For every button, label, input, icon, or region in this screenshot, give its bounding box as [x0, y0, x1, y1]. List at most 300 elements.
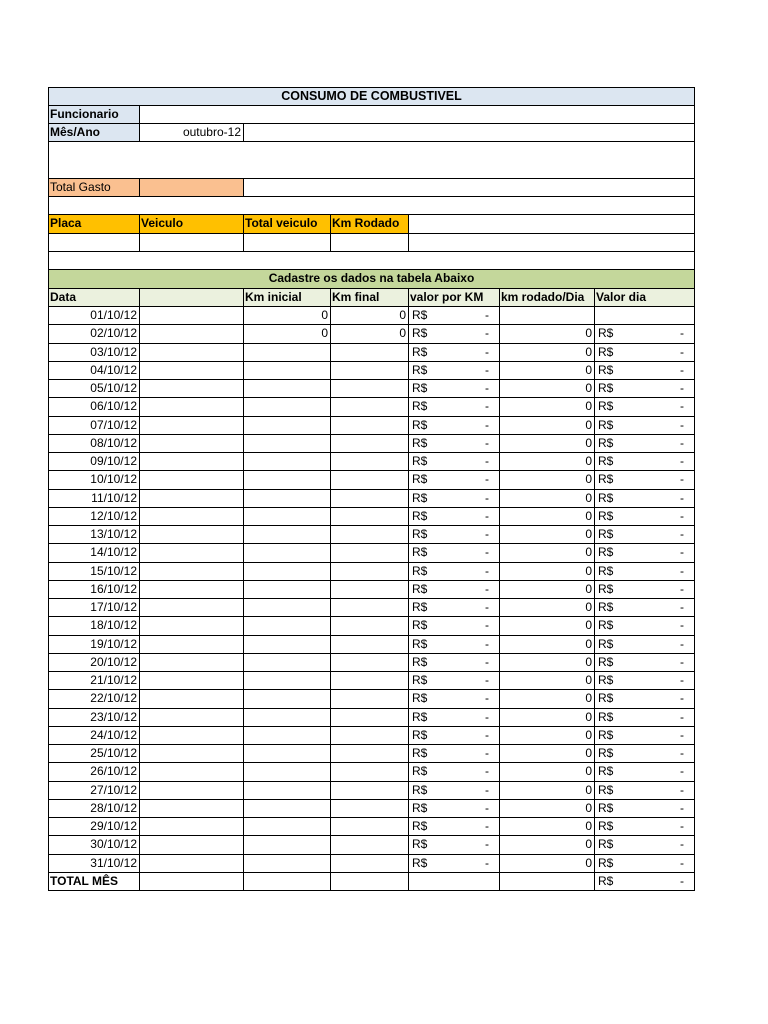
- valor-dia-cell[interactable]: [594, 617, 694, 634]
- km-dia-cell[interactable]: 0: [499, 526, 594, 543]
- blank-cell[interactable]: [139, 471, 243, 488]
- km-final-cell[interactable]: [330, 818, 408, 835]
- currency-dash: -: [680, 381, 684, 395]
- valor-km-cell[interactable]: [408, 544, 499, 561]
- total-month-row: [48, 873, 695, 891]
- blank-cell[interactable]: [139, 398, 243, 415]
- km-dia-cell[interactable]: 0: [499, 855, 594, 872]
- km-final-cell[interactable]: [330, 782, 408, 799]
- total-spent-empty-cell[interactable]: [243, 179, 694, 196]
- currency-dash: -: [680, 417, 684, 432]
- currency-dash: -: [485, 837, 489, 852]
- currency-dash: -: [680, 435, 684, 450]
- km-inicial-cell[interactable]: [243, 636, 330, 653]
- valor-km-cell[interactable]: [408, 745, 499, 762]
- valor-dia-cell[interactable]: [594, 435, 694, 452]
- date-cell[interactable]: 16/10/12: [90, 581, 137, 596]
- valor-km-cell[interactable]: [408, 398, 499, 415]
- valor-dia-cell[interactable]: [594, 362, 694, 379]
- currency-symbol: R$: [598, 508, 614, 523]
- km-inicial-cell[interactable]: [243, 417, 330, 434]
- km-dia-cell[interactable]: 0: [499, 745, 594, 762]
- currency-dash: -: [680, 545, 684, 560]
- valor-dia-cell[interactable]: [594, 508, 694, 525]
- km-inicial-cell[interactable]: [243, 490, 330, 507]
- date-cell[interactable]: 31/10/12: [90, 855, 137, 870]
- valor-dia-cell[interactable]: [594, 599, 694, 616]
- date-cell[interactable]: 07/10/12: [90, 417, 137, 432]
- currency-dash: -: [485, 691, 489, 706]
- currency-symbol: R$: [598, 819, 614, 833]
- currency-dash: -: [485, 508, 489, 523]
- valor-dia-cell[interactable]: [594, 763, 694, 780]
- km-dia-cell[interactable]: 0: [499, 672, 594, 689]
- valor-km-cell[interactable]: [408, 362, 499, 379]
- valor-dia-cell[interactable]: [594, 727, 694, 744]
- km-final-cell[interactable]: [330, 435, 408, 452]
- valor-km-cell[interactable]: [408, 636, 499, 653]
- km-final-cell[interactable]: [330, 398, 408, 415]
- valor-km-cell[interactable]: [408, 526, 499, 543]
- valor-dia-cell[interactable]: [594, 398, 694, 415]
- date-cell[interactable]: 04/10/12: [90, 362, 137, 377]
- currency-symbol: R$: [412, 800, 428, 815]
- km-dia-cell[interactable]: 0: [499, 544, 594, 561]
- km-inicial-cell[interactable]: [243, 855, 330, 872]
- valor-dia-cell[interactable]: [594, 690, 694, 707]
- blank-cell[interactable]: [139, 563, 243, 580]
- currency-dash: -: [680, 654, 684, 669]
- currency-symbol: R$: [412, 563, 428, 578]
- km-inicial-cell[interactable]: [243, 599, 330, 616]
- vehicle-empty-cell: [408, 234, 694, 251]
- blank-cell[interactable]: [139, 599, 243, 616]
- currency-dash: -: [680, 362, 684, 377]
- km-final-cell[interactable]: [330, 855, 408, 872]
- blank-cell[interactable]: [139, 636, 243, 653]
- km-dia-cell[interactable]: 0: [499, 763, 594, 780]
- km-final-cell[interactable]: [330, 581, 408, 598]
- valor-dia-cell[interactable]: [594, 307, 694, 324]
- currency-symbol: R$: [598, 326, 614, 341]
- blank-cell[interactable]: [139, 727, 243, 744]
- date-cell[interactable]: 17/10/12: [90, 600, 137, 614]
- valor-dia-cell[interactable]: [594, 745, 694, 762]
- valor-dia-cell[interactable]: [594, 490, 694, 507]
- km-final-cell[interactable]: 0: [330, 307, 408, 324]
- km-final-cell[interactable]: [330, 344, 408, 361]
- table-row: [48, 727, 695, 745]
- valor-km-cell[interactable]: [408, 344, 499, 361]
- km-dia-cell[interactable]: 0: [499, 690, 594, 707]
- currency-symbol: R$: [412, 600, 428, 614]
- date-cell[interactable]: 20/10/12: [90, 654, 137, 669]
- km-final-cell[interactable]: [330, 380, 408, 397]
- employee-cell[interactable]: [139, 106, 694, 123]
- km-inicial-cell[interactable]: [243, 745, 330, 762]
- date-cell[interactable]: 13/10/12: [90, 527, 137, 541]
- valor-km-cell[interactable]: [408, 672, 499, 689]
- valor-km-cell[interactable]: [408, 654, 499, 671]
- valor-dia-cell[interactable]: [594, 344, 694, 361]
- km-final-cell[interactable]: [330, 362, 408, 379]
- date-cell[interactable]: 01/10/12: [90, 308, 137, 322]
- valor-dia-cell[interactable]: [594, 563, 694, 580]
- total-spent-cell[interactable]: [139, 179, 243, 196]
- valor-km-cell[interactable]: [408, 818, 499, 835]
- date-cell[interactable]: 23/10/12: [90, 709, 137, 724]
- blank-cell[interactable]: [139, 544, 243, 561]
- km-final-cell[interactable]: [330, 453, 408, 470]
- title-row: [48, 87, 695, 106]
- km-final-cell[interactable]: [330, 417, 408, 434]
- km-dia-cell[interactable]: 0: [499, 417, 594, 434]
- blank-cell[interactable]: [139, 380, 243, 397]
- currency-dash: -: [485, 417, 489, 432]
- valor-km-cell[interactable]: [408, 307, 499, 324]
- km-inicial-cell[interactable]: [243, 526, 330, 543]
- km-final-cell[interactable]: [330, 654, 408, 671]
- km-dia-cell[interactable]: 0: [499, 563, 594, 580]
- date-cell[interactable]: 14/10/12: [90, 545, 137, 560]
- km-final-cell[interactable]: [330, 490, 408, 507]
- currency-symbol: R$: [412, 454, 428, 468]
- blank-cell[interactable]: [139, 490, 243, 507]
- valor-km-cell[interactable]: [408, 709, 499, 726]
- table-row: [48, 617, 695, 635]
- km-inicial-cell[interactable]: [243, 398, 330, 415]
- km-inicial-cell[interactable]: [243, 727, 330, 744]
- date-cell[interactable]: 08/10/12: [90, 435, 137, 450]
- currency-dash: -: [680, 600, 684, 614]
- valor-dia-cell[interactable]: [594, 453, 694, 470]
- km-dia-cell[interactable]: 0: [499, 325, 594, 342]
- currency-symbol: R$: [412, 435, 428, 450]
- valor-dia-cell[interactable]: [594, 818, 694, 835]
- km-final-cell[interactable]: [330, 727, 408, 744]
- table-row: [48, 709, 695, 727]
- km-dia-cell[interactable]: 0: [499, 398, 594, 415]
- km-final-cell[interactable]: [330, 599, 408, 616]
- blank-cell[interactable]: [139, 855, 243, 872]
- currency-dash: -: [680, 691, 684, 706]
- valor-dia-cell[interactable]: [594, 836, 694, 853]
- blank-cell[interactable]: [139, 672, 243, 689]
- km-dia-cell[interactable]: 0: [499, 599, 594, 616]
- table-row: [48, 435, 695, 453]
- valor-km-cell[interactable]: [408, 471, 499, 488]
- km-final-cell[interactable]: [330, 836, 408, 853]
- valor-dia-cell[interactable]: [594, 855, 694, 872]
- vehicle-veiculo-cell[interactable]: [139, 234, 243, 251]
- currency-symbol: R$: [598, 873, 614, 888]
- blank-cell[interactable]: [139, 836, 243, 853]
- blank-cell[interactable]: [139, 745, 243, 762]
- currency-dash: -: [680, 837, 684, 852]
- valor-dia-cell[interactable]: [594, 471, 694, 488]
- date-cell[interactable]: 25/10/12: [90, 746, 137, 760]
- valor-dia-cell[interactable]: [594, 544, 694, 561]
- blank-cell[interactable]: [139, 709, 243, 726]
- km-final-cell[interactable]: [330, 745, 408, 762]
- valor-km-cell[interactable]: [408, 453, 499, 470]
- valor-km-cell[interactable]: [408, 617, 499, 634]
- km-dia-cell[interactable]: 0: [499, 380, 594, 397]
- table-row: [48, 490, 695, 508]
- currency-symbol: R$: [598, 417, 614, 432]
- blank-cell[interactable]: [139, 453, 243, 470]
- km-inicial-cell[interactable]: [243, 508, 330, 525]
- km-final-cell[interactable]: [330, 709, 408, 726]
- spreadsheet: [48, 87, 695, 891]
- km-inicial-cell[interactable]: [243, 362, 330, 379]
- date-cell[interactable]: 10/10/12: [90, 472, 137, 487]
- register-banner: Cadastre os dados na tabela Abaixo: [49, 270, 694, 288]
- currency-symbol: R$: [598, 654, 614, 669]
- total-month-valor: [594, 873, 694, 890]
- valor-km-cell[interactable]: [408, 800, 499, 817]
- month-cell[interactable]: outubro-12: [139, 124, 243, 141]
- km-final-cell[interactable]: [330, 800, 408, 817]
- km-final-cell[interactable]: [330, 690, 408, 707]
- valor-dia-cell[interactable]: [594, 709, 694, 726]
- valor-dia-cell[interactable]: [594, 800, 694, 817]
- date-cell[interactable]: 18/10/12: [90, 618, 137, 633]
- blank-cell[interactable]: [139, 818, 243, 835]
- km-final-cell[interactable]: [330, 508, 408, 525]
- km-inicial-cell[interactable]: [243, 672, 330, 689]
- currency-dash: -: [680, 764, 684, 779]
- blank-cell[interactable]: [139, 435, 243, 452]
- table-row: [48, 763, 695, 781]
- blank-cell[interactable]: [139, 344, 243, 361]
- currency-symbol: R$: [598, 472, 614, 487]
- currency-symbol: R$: [598, 673, 614, 687]
- table-row: [48, 855, 695, 873]
- date-cell[interactable]: 15/10/12: [90, 563, 137, 578]
- valor-km-cell[interactable]: [408, 690, 499, 707]
- km-inicial-cell[interactable]: [243, 563, 330, 580]
- table-row: [48, 508, 695, 526]
- blank-cell[interactable]: [139, 782, 243, 799]
- valor-dia-cell[interactable]: [594, 526, 694, 543]
- km-inicial-cell[interactable]: [243, 782, 330, 799]
- valor-km-cell[interactable]: [408, 380, 499, 397]
- month-empty-cell[interactable]: [243, 124, 694, 141]
- valor-dia-cell[interactable]: [594, 380, 694, 397]
- km-inicial-cell[interactable]: [243, 471, 330, 488]
- km-dia-cell[interactable]: 0: [499, 654, 594, 671]
- currency-dash: -: [680, 873, 684, 888]
- date-cell[interactable]: 19/10/12: [90, 636, 137, 651]
- km-inicial-cell[interactable]: [243, 818, 330, 835]
- km-inicial-cell[interactable]: [243, 763, 330, 780]
- km-final-cell[interactable]: [330, 544, 408, 561]
- km-dia-cell[interactable]: 0: [499, 508, 594, 525]
- km-inicial-cell[interactable]: 0: [243, 307, 330, 324]
- currency-symbol: R$: [412, 417, 428, 432]
- date-cell[interactable]: 28/10/12: [90, 800, 137, 815]
- valor-km-cell[interactable]: [408, 435, 499, 452]
- km-dia-cell[interactable]: 0: [499, 362, 594, 379]
- km-dia-cell[interactable]: 0: [499, 490, 594, 507]
- table-row: [48, 417, 695, 435]
- blank-cell[interactable]: [139, 581, 243, 598]
- km-inicial-cell[interactable]: [243, 617, 330, 634]
- currency-symbol: R$: [412, 527, 428, 541]
- vehicle-placa-cell[interactable]: [49, 234, 139, 251]
- currency-symbol: R$: [598, 837, 614, 852]
- date-cell[interactable]: 11/10/12: [91, 490, 137, 505]
- date-cell[interactable]: 06/10/12: [90, 399, 137, 414]
- km-dia-cell[interactable]: 0: [499, 453, 594, 470]
- km-dia-cell[interactable]: 0: [499, 818, 594, 835]
- valor-dia-cell[interactable]: [594, 325, 694, 342]
- currency-symbol: R$: [598, 800, 614, 815]
- km-inicial-cell[interactable]: [243, 453, 330, 470]
- km-final-cell[interactable]: [330, 636, 408, 653]
- km-dia-cell[interactable]: 0: [499, 782, 594, 799]
- total-month-cell-3: [330, 873, 408, 890]
- blank-cell[interactable]: [139, 362, 243, 379]
- valor-dia-cell[interactable]: [594, 672, 694, 689]
- blank-cell[interactable]: [139, 508, 243, 525]
- month-row: [48, 124, 695, 142]
- currency-symbol: R$: [598, 563, 614, 578]
- date-cell[interactable]: 02/10/12: [90, 326, 137, 341]
- valor-km-cell[interactable]: [408, 490, 499, 507]
- km-dia-cell[interactable]: 0: [499, 581, 594, 598]
- currency-symbol: R$: [598, 636, 614, 651]
- table-row: [48, 471, 695, 489]
- km-final-cell[interactable]: [330, 672, 408, 689]
- km-inicial-cell[interactable]: [243, 435, 330, 452]
- date-cell[interactable]: 12/10/12: [90, 508, 137, 523]
- km-dia-cell[interactable]: 0: [499, 836, 594, 853]
- km-inicial-cell[interactable]: [243, 544, 330, 561]
- km-inicial-cell[interactable]: [243, 690, 330, 707]
- table-row: [48, 636, 695, 654]
- vehicle-km-cell[interactable]: [330, 234, 408, 251]
- valor-dia-cell[interactable]: [594, 636, 694, 653]
- km-inicial-cell[interactable]: [243, 581, 330, 598]
- blank-cell[interactable]: [139, 307, 243, 324]
- currency-dash: -: [680, 782, 684, 797]
- date-cell[interactable]: 26/10/12: [90, 764, 137, 779]
- valor-km-cell[interactable]: [408, 836, 499, 853]
- date-cell[interactable]: 21/10/12: [90, 673, 137, 687]
- valor-km-cell[interactable]: [408, 581, 499, 598]
- km-final-cell[interactable]: [330, 617, 408, 634]
- blank-cell[interactable]: [139, 325, 243, 342]
- vehicle-total-cell[interactable]: [243, 234, 330, 251]
- blank-cell[interactable]: [139, 417, 243, 434]
- valor-km-cell[interactable]: [408, 508, 499, 525]
- vehicle-header-row: [48, 215, 695, 233]
- table-row: [48, 544, 695, 562]
- blank-cell[interactable]: [139, 526, 243, 543]
- valor-km-cell[interactable]: [408, 599, 499, 616]
- km-final-cell[interactable]: [330, 563, 408, 580]
- valor-km-cell[interactable]: [408, 782, 499, 799]
- date-cell[interactable]: 05/10/12: [90, 381, 137, 395]
- currency-symbol: R$: [598, 527, 614, 541]
- km-inicial-cell[interactable]: [243, 836, 330, 853]
- table-row: [48, 581, 695, 599]
- currency-dash: -: [485, 855, 489, 870]
- valor-km-cell[interactable]: [408, 417, 499, 434]
- km-inicial-cell[interactable]: [243, 709, 330, 726]
- spacer-row-3: [48, 252, 695, 270]
- currency-dash: -: [485, 399, 489, 414]
- valor-km-cell[interactable]: [408, 855, 499, 872]
- currency-symbol: R$: [412, 381, 428, 395]
- km-final-cell[interactable]: 0: [330, 325, 408, 342]
- km-inicial-cell[interactable]: [243, 654, 330, 671]
- blank-cell[interactable]: [139, 654, 243, 671]
- date-cell[interactable]: 09/10/12: [90, 454, 137, 468]
- date-cell[interactable]: 22/10/12: [90, 691, 137, 706]
- km-dia-cell[interactable]: 0: [499, 636, 594, 653]
- valor-dia-cell[interactable]: [594, 417, 694, 434]
- km-dia-cell[interactable]: [499, 307, 594, 324]
- table-row: [48, 563, 695, 581]
- vehicle-header-empty: [408, 215, 694, 233]
- blank-cell[interactable]: [139, 800, 243, 817]
- km-dia-cell[interactable]: 0: [499, 800, 594, 817]
- km-final-cell[interactable]: [330, 471, 408, 488]
- table-row: [48, 818, 695, 836]
- valor-km-cell[interactable]: [408, 563, 499, 580]
- currency-dash: -: [680, 746, 684, 760]
- currency-symbol: R$: [412, 326, 428, 341]
- currency-dash: -: [485, 727, 489, 742]
- km-dia-cell[interactable]: 0: [499, 435, 594, 452]
- km-inicial-cell[interactable]: 0: [243, 325, 330, 342]
- valor-dia-cell[interactable]: [594, 782, 694, 799]
- valor-dia-cell[interactable]: [594, 654, 694, 671]
- valor-km-cell[interactable]: [408, 727, 499, 744]
- currency-symbol: R$: [598, 362, 614, 377]
- date-cell[interactable]: 24/10/12: [90, 727, 137, 742]
- col-header-km-final: Km final: [330, 289, 408, 306]
- currency-symbol: R$: [412, 472, 428, 487]
- date-cell[interactable]: 27/10/12: [90, 782, 137, 797]
- km-inicial-cell[interactable]: [243, 380, 330, 397]
- valor-km-cell[interactable]: [408, 763, 499, 780]
- km-dia-cell[interactable]: 0: [499, 709, 594, 726]
- km-dia-cell[interactable]: 0: [499, 471, 594, 488]
- km-dia-cell[interactable]: 0: [499, 617, 594, 634]
- blank-cell[interactable]: [139, 690, 243, 707]
- currency-dash: -: [680, 709, 684, 724]
- date-cell[interactable]: 03/10/12: [90, 344, 137, 359]
- date-cell[interactable]: 30/10/12: [90, 837, 137, 852]
- km-dia-cell[interactable]: 0: [499, 727, 594, 744]
- km-final-cell[interactable]: [330, 526, 408, 543]
- total-month-cell-4: [408, 873, 499, 890]
- km-inicial-cell[interactable]: [243, 344, 330, 361]
- valor-km-cell[interactable]: [408, 325, 499, 342]
- blank-cell[interactable]: [139, 763, 243, 780]
- km-dia-cell[interactable]: 0: [499, 344, 594, 361]
- date-cell[interactable]: 29/10/12: [90, 819, 137, 833]
- blank-cell[interactable]: [139, 617, 243, 634]
- currency-dash: -: [680, 855, 684, 870]
- km-final-cell[interactable]: [330, 763, 408, 780]
- km-inicial-cell[interactable]: [243, 800, 330, 817]
- valor-dia-cell[interactable]: [594, 581, 694, 598]
